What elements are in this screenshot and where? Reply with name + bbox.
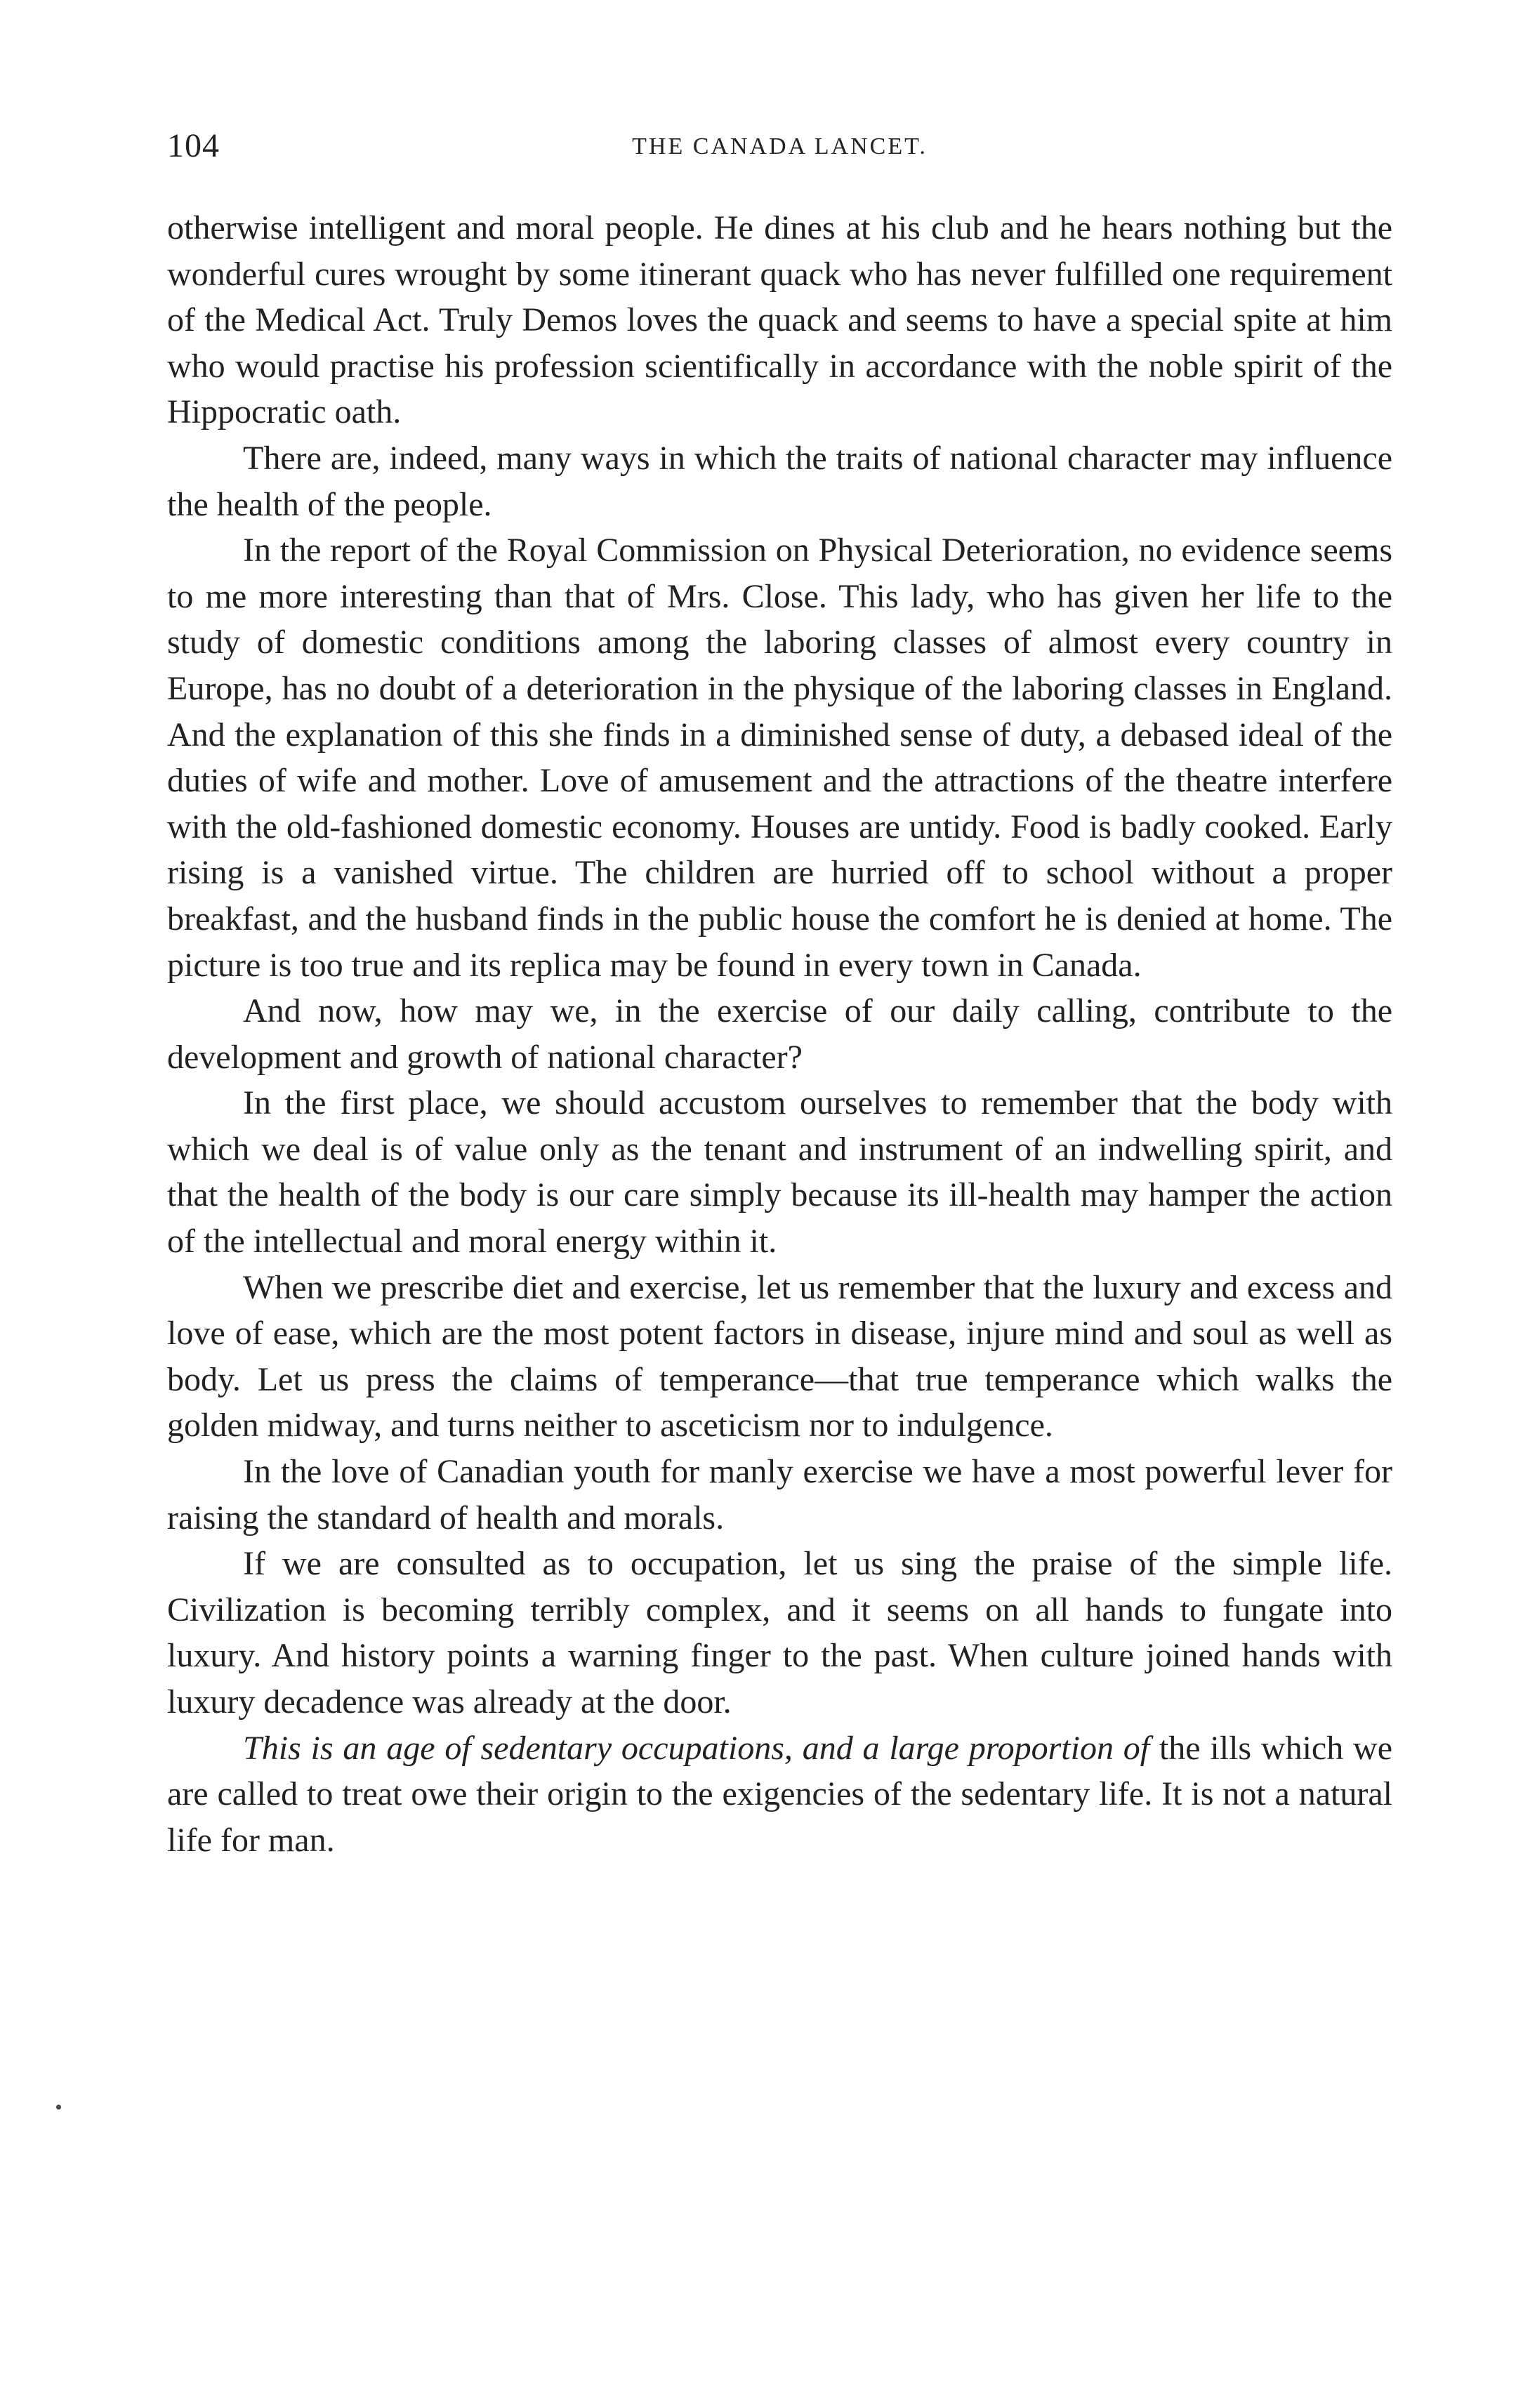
paragraph: There are, indeed, many ways in which the traits of national character may influence the health of the people. — [167, 439, 1392, 523]
running-title: THE CANADA LANCET. — [632, 133, 928, 159]
paragraph: In the love of Canadian youth for manly exercise we have a most powerful lever for raising the standard of health and morals. — [167, 1453, 1392, 1537]
paragraph: When we prescribe diet and exercise, let us remember that the luxury and excess and love of ease, which are the most potent factors in disease, injure mind and soul as well as body. Let us press the claims of temperance—that true temperance which walks the golden midway, and turns neither to asceticism nor to indulgence. — [167, 1268, 1392, 1445]
paragraph: If we are consulted as to occupation, let us sing the praise of the simple life. Civilization is becoming terribly complex, and it seems on all hands to fungate into luxury. And history points a warning finger to the past. When culture joined hands with luxury decadence was already at the door. — [167, 1545, 1392, 1721]
page-header — [167, 125, 1392, 174]
italic-lead-text: This is an age of sedentary occupations, and a large proportion of — [243, 1729, 1150, 1767]
paragraph: In the first place, we should accustom ourselves to remember that the body with which we deal is of value only as the tenant and instrument of an indwelling spirit, and that the health of the body is our care simply because its ill-health may hamper the action of the intellectual and moral energy within it. — [167, 1084, 1392, 1261]
final-paragraph-rest: the ills which we are called to treat owe their origin to the exigencies of the sedentary life. It is not a natural life for man. — [167, 1729, 1393, 1859]
paragraph: And now, how may we, in the exercise of our daily calling, contribute to the development and growth of national character? — [167, 992, 1392, 1076]
print-speck — [56, 2105, 61, 2110]
page-number: 104 — [167, 127, 220, 164]
paragraph-continued: otherwise intelligent and moral people. He dines at his club and he hears nothing but the wonderful cures wrought by some itinerant quack who has never fulfilled one requirement of the Medical Act. Truly Demos loves the quack and seems to have a special spite at him who would practise his profession scientifically in accordance with the noble spirit of the Hippocratic oath. — [167, 209, 1392, 431]
paragraph: In the report of the Royal Commission on Physical Deterioration, no evidence seems to me more interesting than that of Mrs. Close. This lady, who has given her life to the study of domestic conditions among the laboring classes of almost every country in Europe, has no doubt of a deterioration in the physique of the laboring classes in England. And the explanation of this she finds in a diminished sense of duty, a debased ideal of the duties of wife and mother. Love of amusement and the attractions of the theatre interfere with the old-fashioned domestic economy. Houses are untidy. Food is badly cooked. Early rising is a vanished virtue. The children are hurried off to school without a proper breakfast, and the husband finds in the public house the comfort he is denied at home. The picture is too true and its replica may be found in every town in Canada. — [167, 532, 1392, 984]
article-body — [167, 205, 1392, 1863]
paragraph-final — [167, 1725, 1392, 1864]
